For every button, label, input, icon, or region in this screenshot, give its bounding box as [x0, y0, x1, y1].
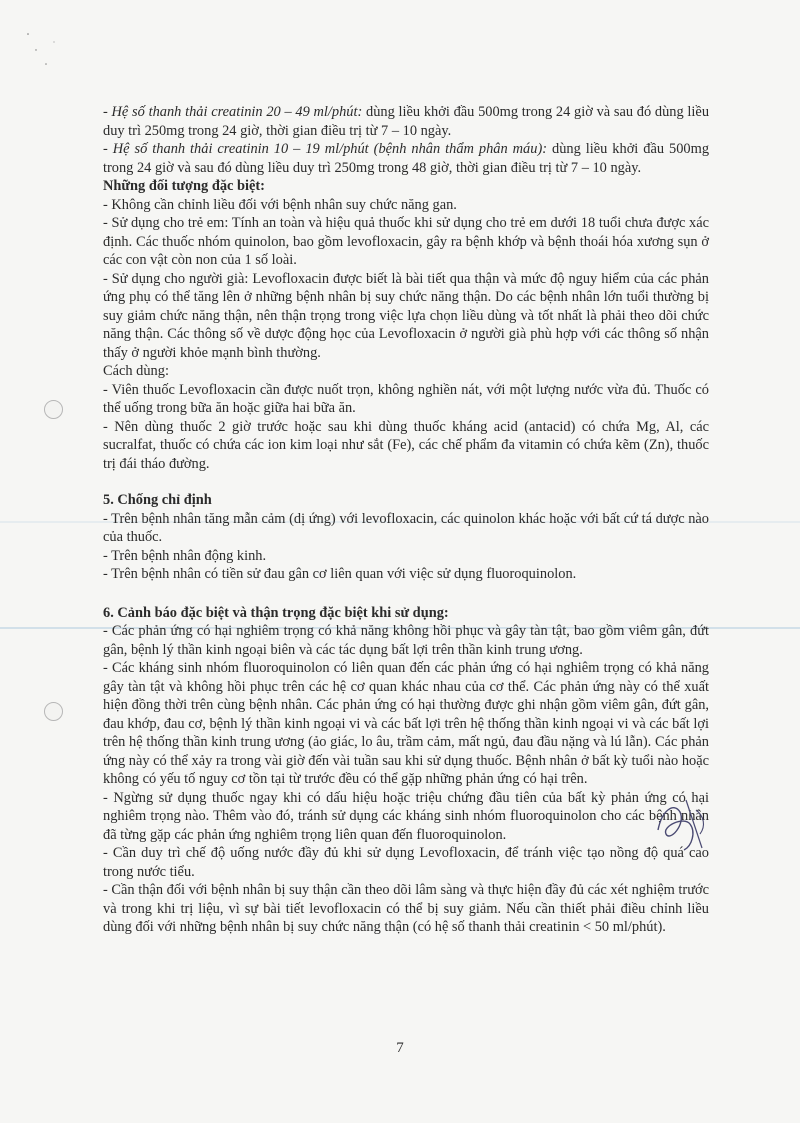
warning-item: - Cần duy trì chế độ uống nước đầy đủ khi sử dụng Levofloxacin, để tránh việc tạo nồng độ quá cao trong nước tiểu.: [103, 845, 709, 880]
warning-item: - Cần thận đối với bệnh nhân bị suy thận cần theo dõi lâm sàng và thực hiện đầy đủ các xét nghiệm trước và trong khi trị liệu, vì sự bài tiết levofloxacin có thể bị suy giảm. Nếu cần thiết phải điều chỉnh liều dùng đối với những bệnh nhân bị suy chức năng thận (có hệ số thanh thải creatinin < 50 ml/phút).: [103, 882, 709, 935]
text-run: dùng liều khởi đầu 500mg trong 24 giờ và sau đó dùng liều duy trì 250mg trong 48 giờ, thời gian điều trị từ 7 – 10 ngày.: [103, 141, 710, 176]
warning-item: - Các phản ứng có hại nghiêm trọng có khả năng không hồi phục và gây tàn tật, bao gồm viêm gân, đứt gân, bệnh lý thần kinh ngoại biên và các tác dụng bất lợi trên thần kinh trung ương.: [103, 623, 709, 658]
text-run: -: [103, 141, 113, 157]
italic-text-run: Hệ số thanh thải creatinin 10 – 19 ml/phút (bệnh nhân thẩm phân máu):: [112, 141, 548, 157]
special-item: - Không cần chỉnh liều đối với bệnh nhân suy chức năng gan.: [103, 196, 457, 213]
section-5-heading: 5. Chống chỉ định: [103, 492, 212, 508]
page-number: 7: [396, 1040, 404, 1056]
contraindication-item: - Trên bệnh nhân động kinh.: [103, 547, 267, 564]
dosage-paragraph-1: [103, 103, 709, 140]
document-body: [103, 103, 709, 937]
italic-text-run: Hệ số thanh thải creatinin 20 – 49 ml/phút:: [111, 104, 363, 120]
text-run: -: [103, 104, 112, 120]
special-item: - Sử dụng cho trẻ em: Tính an toàn và hiệu quả thuốc khi sử dụng cho trẻ em dưới 18 tuổi chưa được xác định. Các thuốc nhóm quinolon, bao gồm levofloxacin, gây ra bệnh khớp và bệnh thoái hóa xương sụn ở các con vật còn non của 1 số loài.: [103, 215, 709, 268]
usage-item: - Nên dùng thuốc 2 giờ trước hoặc sau khi dùng thuốc kháng acid (antacid) có chứa Mg, Al, các sucralfat, thuốc có chứa các ion kim loại như sắt (Fe), các chế phẩm đa vitamin có chứa kẽm (Zn), thuốc trị đái tháo đường.: [103, 418, 709, 472]
section-6-heading: 6. Cảnh báo đặc biệt và thận trọng đặc biệt khi sử dụng:: [103, 604, 449, 621]
special-item: - Sử dụng cho người già: Levofloxacin được biết là bài tiết qua thận và mức độ nguy hiểm của các phản ứng phụ có thể tăng lên ở những bệnh nhân bị suy chức năng thận. Do các bệnh nhân lớn tuổi thường bị suy giảm chức năng thận, nên thận trọng trong việc lựa chọn liều dùng và tốt nhất là phải theo dõi chức năng thận. Các thông số về dược động học của Levofloxacin ở người già phù hợp với các thông số nhận thấy ở người khỏe mạnh bình thường.: [103, 270, 709, 361]
punch-hole-mark: [44, 400, 63, 419]
usage-item: - Viên thuốc Levofloxacin cần được nuốt trọn, không nghiền nát, với một lượng nước vừa đủ. Thuốc có thể uống trong bữa ăn hoặc giữa hai bữa ăn.: [103, 381, 709, 416]
text-run: dùng liều khởi đầu 500mg trong 24 giờ và sau đó dùng liều duy trì 250mg trong 24 giờ, thời gian điều trị từ 7 – 10 ngày.: [103, 104, 710, 139]
contraindication-item: - Trên bệnh nhân có tiền sử đau gân cơ liên quan với việc sử dụng fluoroquinolon.: [103, 566, 577, 582]
warning-item: - Các kháng sinh nhóm fluoroquinolon có liên quan đến các phản ứng có hại nghiêm trọng có khả năng gây tàn tật và không hồi phục trên các hệ cơ quan khác nhau của cơ thể. Các phản ứng này có thể xuất hiện đồng thời trên cùng bệnh nhân. Các phản ứng có hại thường được ghi nhận gồm viêm gân, đứt gân, đau khớp, đau cơ, bệnh lý thần kinh ngoại vi và các bất lợi trên hệ thống thần kinh ngoại vi và các bất lợi trên hệ thống thần kinh trung ương (ảo giác, lo âu, trầm cảm, mất ngủ, đau đầu nặng và lú lẫn). Các phản ứng này có thể xảy ra trong vài giờ đến vài tuần sau khi sử dụng thuốc. Bệnh nhân ở bất kỳ tuổi nào hoặc không có yếu tố nguy cơ tồn tại từ trước đều có thể gặp những phản ứng có hại trên.: [103, 660, 709, 787]
special-populations-heading: Những đối tượng đặc biệt:: [103, 178, 265, 194]
scan-specks: [22, 30, 62, 80]
punch-hole-mark: [44, 702, 63, 721]
contraindication-item: - Trên bệnh nhân tăng mẫn cảm (dị ứng) với levofloxacin, các quinolon khác hoặc với bất cứ tá dược nào của thuốc.: [103, 510, 709, 545]
handwritten-signature: [640, 790, 720, 860]
dosage-paragraph-2: [103, 140, 709, 177]
warning-item: - Ngừng sử dụng thuốc ngay khi có dấu hiệu hoặc triệu chứng đầu tiên của bất kỳ phản ứng có hại nghiêm trọng nào. Thêm vào đó, tránh sử dụng các kháng sinh nhóm fluoroquinolon cho các bệnh nhân đã từng gặp các phản ứng nghiêm trọng liên quan đến fluoroquinolon.: [103, 789, 709, 843]
usage-heading: Cách dùng:: [103, 363, 169, 379]
